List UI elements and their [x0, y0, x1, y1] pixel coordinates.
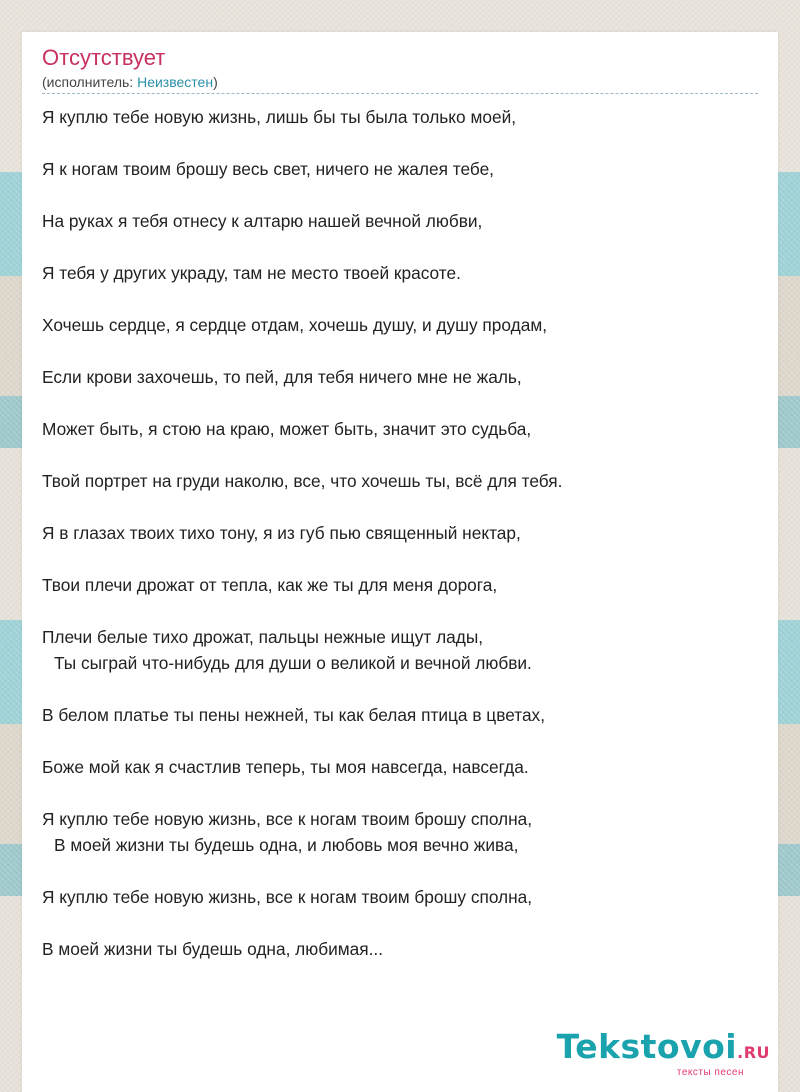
song-title: Отсутствует	[42, 45, 166, 70]
verse-4	[42, 702, 758, 962]
artist-line	[42, 73, 218, 91]
artist-link[interactable]: Неизвестен	[137, 74, 214, 90]
logo-wordmark	[556, 1027, 770, 1070]
logo-name: Tekstovoi	[556, 1027, 738, 1066]
lyrics-card	[22, 32, 778, 1092]
lyric-line: Я куплю тебе новую жизнь, лишь бы ты была только моей,	[42, 107, 517, 127]
logo-tld: .RU	[737, 1043, 770, 1062]
lyric-line: Я к ногам твоим брошу весь свет, ничего не жалея тебе,	[42, 159, 494, 179]
lyric-line: В моей жизни ты будешь одна, любимая...	[42, 939, 384, 959]
verse-2	[42, 312, 758, 494]
lyric-line: Я тебя у других украду, там не место твоей красоте.	[42, 263, 461, 283]
lyric-line: Хочешь сердце, я сердце отдам, хочешь душу, и душу продам,	[42, 315, 548, 335]
lyric-line: Я в глазах твоих тихо тону, я из губ пью священный нектар,	[42, 523, 521, 543]
artist-suffix: )	[213, 74, 218, 90]
logo-tagline: тексты песен	[676, 1067, 744, 1078]
lyric-line: Боже мой как я счастлив теперь, ты моя навсегда, навсегда.	[42, 757, 529, 777]
lyric-line: Если крови захочешь, то пей, для тебя ничего мне не жаль,	[42, 367, 522, 387]
lyric-line: На руках я тебя отнесу к алтарю нашей вечной любви,	[42, 211, 483, 231]
lyric-line: В белом платье ты пены нежней, ты как белая птица в цветах,	[42, 705, 546, 725]
header-divider	[42, 93, 758, 94]
verse-1	[42, 104, 758, 286]
verse-3	[42, 520, 758, 676]
artist-prefix: (исполнитель:	[42, 74, 138, 90]
lyric-line: Ты сыграй что-нибудь для души о великой и вечной любви.	[54, 653, 532, 673]
lyric-line: Плечи белые тихо дрожат, пальцы нежные ищут лады,	[42, 627, 484, 647]
lyrics-text	[42, 104, 758, 988]
lyric-line: Твои плечи дрожат от тепла, как же ты для меня дорога,	[42, 575, 498, 595]
lyric-line: Я куплю тебе новую жизнь, все к ногам твоим брошу сполна,	[42, 887, 533, 907]
lyric-line: Я куплю тебе новую жизнь, все к ногам твоим брошу сполна,	[42, 809, 533, 829]
lyric-line: Твой портрет на груди наколю, все, что хочешь ты, всё для тебя.	[42, 471, 563, 491]
site-logo[interactable]	[556, 1027, 770, 1078]
lyric-line: В моей жизни ты будешь одна, и любовь моя вечно жива,	[54, 835, 519, 855]
lyric-line: Может быть, я стою на краю, может быть, значит это судьба,	[42, 419, 532, 439]
